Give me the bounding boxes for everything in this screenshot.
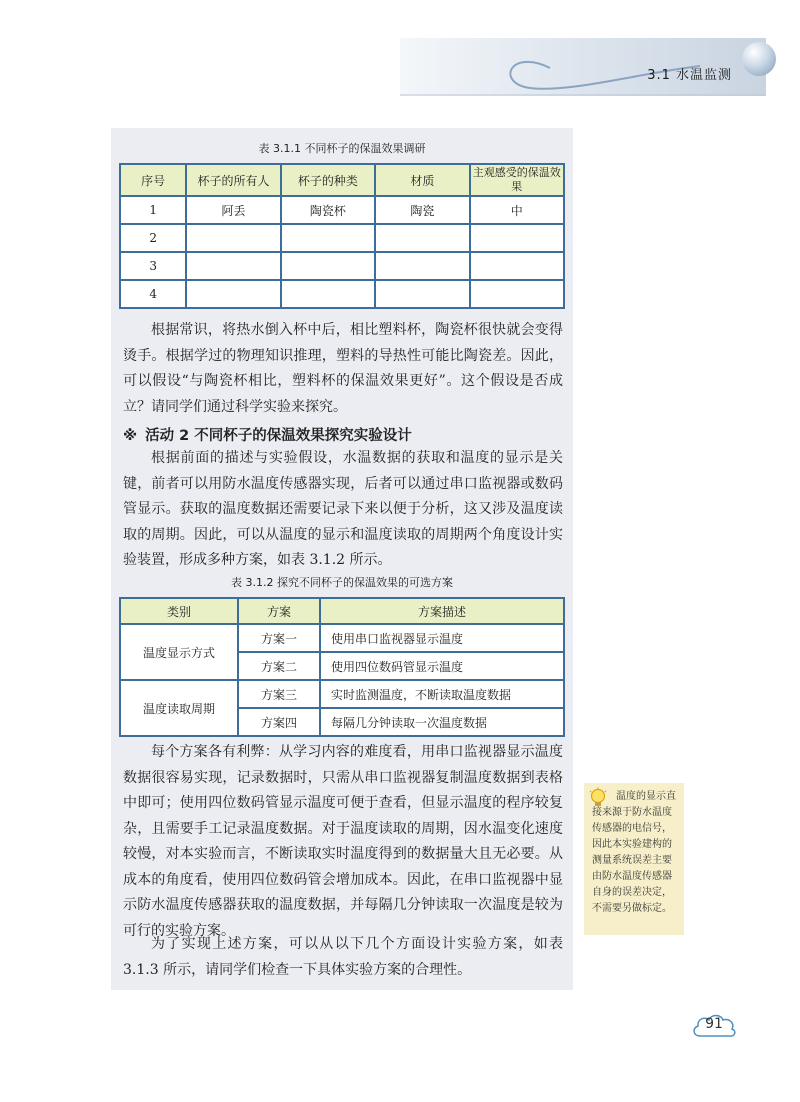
cell bbox=[281, 280, 375, 308]
cell bbox=[375, 280, 469, 308]
table-plans bbox=[119, 597, 565, 737]
paragraph-tradeoffs: 每个方案各有利弊：从学习内容的难度看，用串口监视器显示温度数据很容易实现，记录数据时，只需从串口监视器复制温度数据到表格中即可；使用四位数码管显示温度可便于查看，但显示温度的程序较复杂，且需要手工记录温度数据。对于温度读取的周期，因水温变化速度较慢，对本实验而言，不断读取实时温度得到的数据量大且无必要。从成本的角度看，使用四位数码管会增加成本。因此，在串口监视器中显示防水温度传感器获取的温度数据，并每隔几分钟读取一次温度是较为可行的实验方案。 bbox=[123, 744, 563, 939]
chapter-header bbox=[400, 38, 766, 96]
header-cell: 杯子的种类 bbox=[281, 164, 375, 196]
activity-title: 活动 2 不同杯子的保温效果探究实验设计 bbox=[145, 428, 412, 444]
cell: 陶瓷杯 bbox=[281, 196, 375, 224]
category-cell: 温度显示方式 bbox=[120, 624, 238, 680]
table-cup-survey bbox=[119, 163, 565, 309]
paragraph-next: 为了实现上述方案，可以从以下几个方面设计实验方案，如表 3.1.3 所示，请同学们检查一下具体实验方案的合理性。 bbox=[123, 936, 563, 978]
desc-cell: 使用四位数码管显示温度 bbox=[320, 652, 564, 680]
header-cell: 方案描述 bbox=[320, 598, 564, 624]
desc-cell: 实时监测温度，不断读取温度数据 bbox=[320, 680, 564, 708]
cell: 中 bbox=[470, 196, 564, 224]
cell: 4 bbox=[120, 280, 186, 308]
table-row bbox=[120, 252, 564, 280]
desc-cell: 使用串口监视器显示温度 bbox=[320, 624, 564, 652]
cell bbox=[186, 224, 280, 252]
header-cell: 主观感受的保温效果 bbox=[470, 164, 564, 196]
cell bbox=[281, 224, 375, 252]
activity-mark: ※ bbox=[123, 428, 138, 444]
activity-heading bbox=[123, 424, 412, 445]
table1-caption: 表 3.1.1 不同杯子的保温效果调研 bbox=[258, 142, 426, 155]
cell bbox=[375, 252, 469, 280]
header-cell: 材质 bbox=[375, 164, 469, 196]
side-note bbox=[584, 783, 684, 935]
header-cell: 类别 bbox=[120, 598, 238, 624]
header-cell: 方案 bbox=[238, 598, 320, 624]
table-row bbox=[120, 280, 564, 308]
table-header-row bbox=[120, 164, 564, 196]
plan-cell: 方案三 bbox=[238, 680, 320, 708]
header-cell: 杯子的所有人 bbox=[186, 164, 280, 196]
page-number-text: 91 bbox=[705, 1016, 723, 1032]
content-panel bbox=[111, 128, 573, 990]
cell: 陶瓷 bbox=[375, 196, 469, 224]
plan-cell: 方案一 bbox=[238, 624, 320, 652]
table-header-row bbox=[120, 598, 564, 624]
paragraph-design: 根据前面的描述与实验假设，水温数据的获取和温度的显示是关键，前者可以用防水温度传感器实现，后者可以通过串口监视器或数码管显示。获取的温度数据还需要记录下来以便于分析，这又涉及温度读取的周期。因此，可以从温度的显示和温度读取的周期两个角度设计实验装置，形成多种方案，如表 3.1.2 所示。 bbox=[123, 450, 563, 568]
table-row bbox=[120, 680, 564, 708]
desc-cell: 每隔几分钟读取一次温度数据 bbox=[320, 708, 564, 736]
table-row bbox=[120, 196, 564, 224]
cell bbox=[186, 252, 280, 280]
cell bbox=[186, 280, 280, 308]
orb-decoration bbox=[742, 42, 776, 76]
cell bbox=[470, 280, 564, 308]
plan-cell: 方案四 bbox=[238, 708, 320, 736]
table-row bbox=[120, 224, 564, 252]
category-cell: 温度读取周期 bbox=[120, 680, 238, 736]
cell: 2 bbox=[120, 224, 186, 252]
cell: 3 bbox=[120, 252, 186, 280]
plan-cell: 方案二 bbox=[238, 652, 320, 680]
table2-caption: 表 3.1.2 探究不同杯子的保温效果的可选方案 bbox=[231, 576, 453, 589]
cell bbox=[470, 252, 564, 280]
page-number bbox=[690, 1010, 738, 1040]
cell bbox=[470, 224, 564, 252]
cell bbox=[375, 224, 469, 252]
table-row bbox=[120, 624, 564, 652]
cell bbox=[281, 252, 375, 280]
section-title: 3.1 水温监测 bbox=[647, 68, 732, 83]
paragraph-hypothesis: 根据常识，将热水倒入杯中后，相比塑料杯，陶瓷杯很快就会变得烫手。根据学过的物理知识推理，塑料的导热性可能比陶瓷差。因此，可以假设“与陶瓷杯相比，塑料杯的保温效果更好”。这个假设是否成立？请同学们通过科学实验来探究。 bbox=[123, 322, 563, 415]
cell: 1 bbox=[120, 196, 186, 224]
side-note-text: 温度的显示直接来源于防水温度传感器的电信号，因此本实验建构的测量系统误差主要由防水温度传感器自身的误差决定，不需要另做标定。 bbox=[592, 791, 676, 914]
header-cell: 序号 bbox=[120, 164, 186, 196]
cell: 阿丢 bbox=[186, 196, 280, 224]
